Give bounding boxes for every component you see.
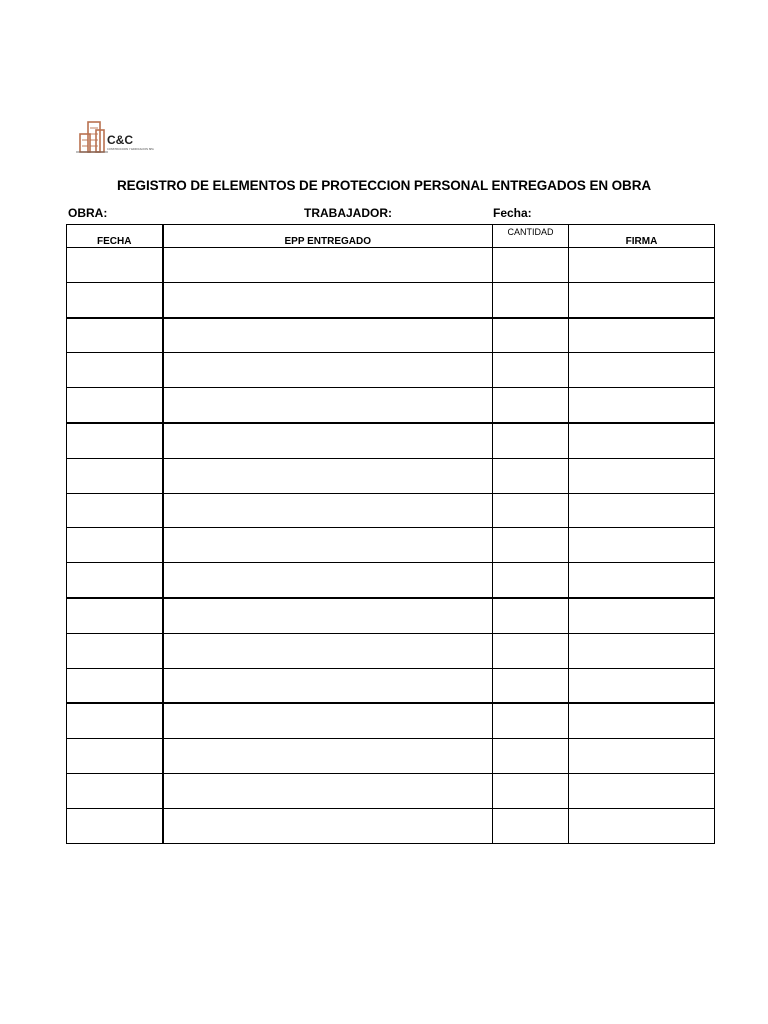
firma-cell[interactable] [569,353,715,388]
epp-cell[interactable] [163,248,493,283]
firma-cell[interactable] [569,808,715,843]
cantidad-cell[interactable] [493,458,569,493]
cantidad-cell[interactable] [493,493,569,528]
obra-label: OBRA: [68,206,108,220]
firma-cell[interactable] [569,598,715,633]
fecha-cell[interactable] [67,808,163,843]
fecha-cell[interactable] [67,773,163,808]
firma-cell[interactable] [569,282,715,317]
table-row [67,739,715,774]
cantidad-cell[interactable] [493,773,569,808]
fecha-cell[interactable] [67,598,163,633]
epp-cell[interactable] [163,388,493,423]
cantidad-cell[interactable] [493,388,569,423]
fecha-cell[interactable] [67,739,163,774]
table-row [67,388,715,423]
epp-cell[interactable] [163,563,493,598]
cantidad-cell[interactable] [493,563,569,598]
epp-cell[interactable] [163,282,493,317]
table-header-row [67,225,715,248]
firma-cell[interactable] [569,318,715,353]
epp-cell[interactable] [163,598,493,633]
fecha-cell[interactable] [67,493,163,528]
fecha-cell[interactable] [67,388,163,423]
fecha-cell[interactable] [67,633,163,668]
cantidad-cell[interactable] [493,808,569,843]
table-row [67,598,715,633]
firma-cell[interactable] [569,528,715,563]
table-body [67,248,715,844]
firma-cell[interactable] [569,388,715,423]
fecha-cell[interactable] [67,318,163,353]
firma-cell[interactable] [569,668,715,703]
firma-cell[interactable] [569,248,715,283]
epp-cell[interactable] [163,423,493,458]
cantidad-cell[interactable] [493,598,569,633]
fecha-cell[interactable] [67,703,163,738]
firma-cell[interactable] [569,773,715,808]
company-logo [72,100,154,174]
cantidad-cell[interactable] [493,353,569,388]
firma-cell[interactable] [569,739,715,774]
header-firma: FIRMA [569,225,715,248]
fecha-cell[interactable] [67,353,163,388]
fecha-cell[interactable] [67,458,163,493]
cantidad-cell[interactable] [493,668,569,703]
table-row [67,528,715,563]
epp-cell[interactable] [163,668,493,703]
fecha-cell[interactable] [67,528,163,563]
table-row [67,703,715,738]
table-row [67,633,715,668]
table-row [67,668,715,703]
epp-cell[interactable] [163,739,493,774]
firma-cell[interactable] [569,633,715,668]
table-row [67,353,715,388]
epp-cell[interactable] [163,528,493,563]
cantidad-cell[interactable] [493,318,569,353]
table-row [67,458,715,493]
cantidad-cell[interactable] [493,703,569,738]
table-row [67,563,715,598]
document-title: REGISTRO DE ELEMENTOS DE PROTECCION PERSONAL ENTREGADOS EN OBRA [116,178,651,193]
logo-text: C&C [107,133,133,147]
table-row [67,318,715,353]
header-fecha: FECHA [67,225,163,248]
epp-cell[interactable] [163,773,493,808]
cantidad-cell[interactable] [493,633,569,668]
trabajador-label: TRABAJADOR: [304,206,392,220]
firma-cell[interactable] [569,458,715,493]
table-row [67,773,715,808]
epp-cell[interactable] [163,353,493,388]
firma-cell[interactable] [569,493,715,528]
epp-cell[interactable] [163,458,493,493]
firma-cell[interactable] [569,563,715,598]
fecha-cell[interactable] [67,282,163,317]
firma-cell[interactable] [569,703,715,738]
table-row [67,248,715,283]
cantidad-cell[interactable] [493,739,569,774]
cantidad-cell[interactable] [493,528,569,563]
header-cantidad: CANTIDAD [493,225,569,248]
fecha-cell[interactable] [67,423,163,458]
fecha-cell[interactable] [67,563,163,598]
logo-subtitle: CONSTRUCCION Y EDIFICACION SPA [107,148,154,151]
table-row [67,282,715,317]
epp-cell[interactable] [163,633,493,668]
epp-cell[interactable] [163,703,493,738]
fecha-cell[interactable] [67,668,163,703]
cantidad-cell[interactable] [493,248,569,283]
epp-cell[interactable] [163,493,493,528]
epp-cell[interactable] [163,808,493,843]
table-row [67,423,715,458]
firma-cell[interactable] [569,423,715,458]
epp-register-table [66,224,715,844]
cantidad-cell[interactable] [493,423,569,458]
fecha-label: Fecha: [493,206,532,220]
building-logo-icon [72,100,154,174]
table-row [67,808,715,843]
epp-cell[interactable] [163,318,493,353]
cantidad-cell[interactable] [493,282,569,317]
header-epp-entregado: EPP ENTREGADO [163,225,493,248]
fecha-cell[interactable] [67,248,163,283]
table-row [67,493,715,528]
